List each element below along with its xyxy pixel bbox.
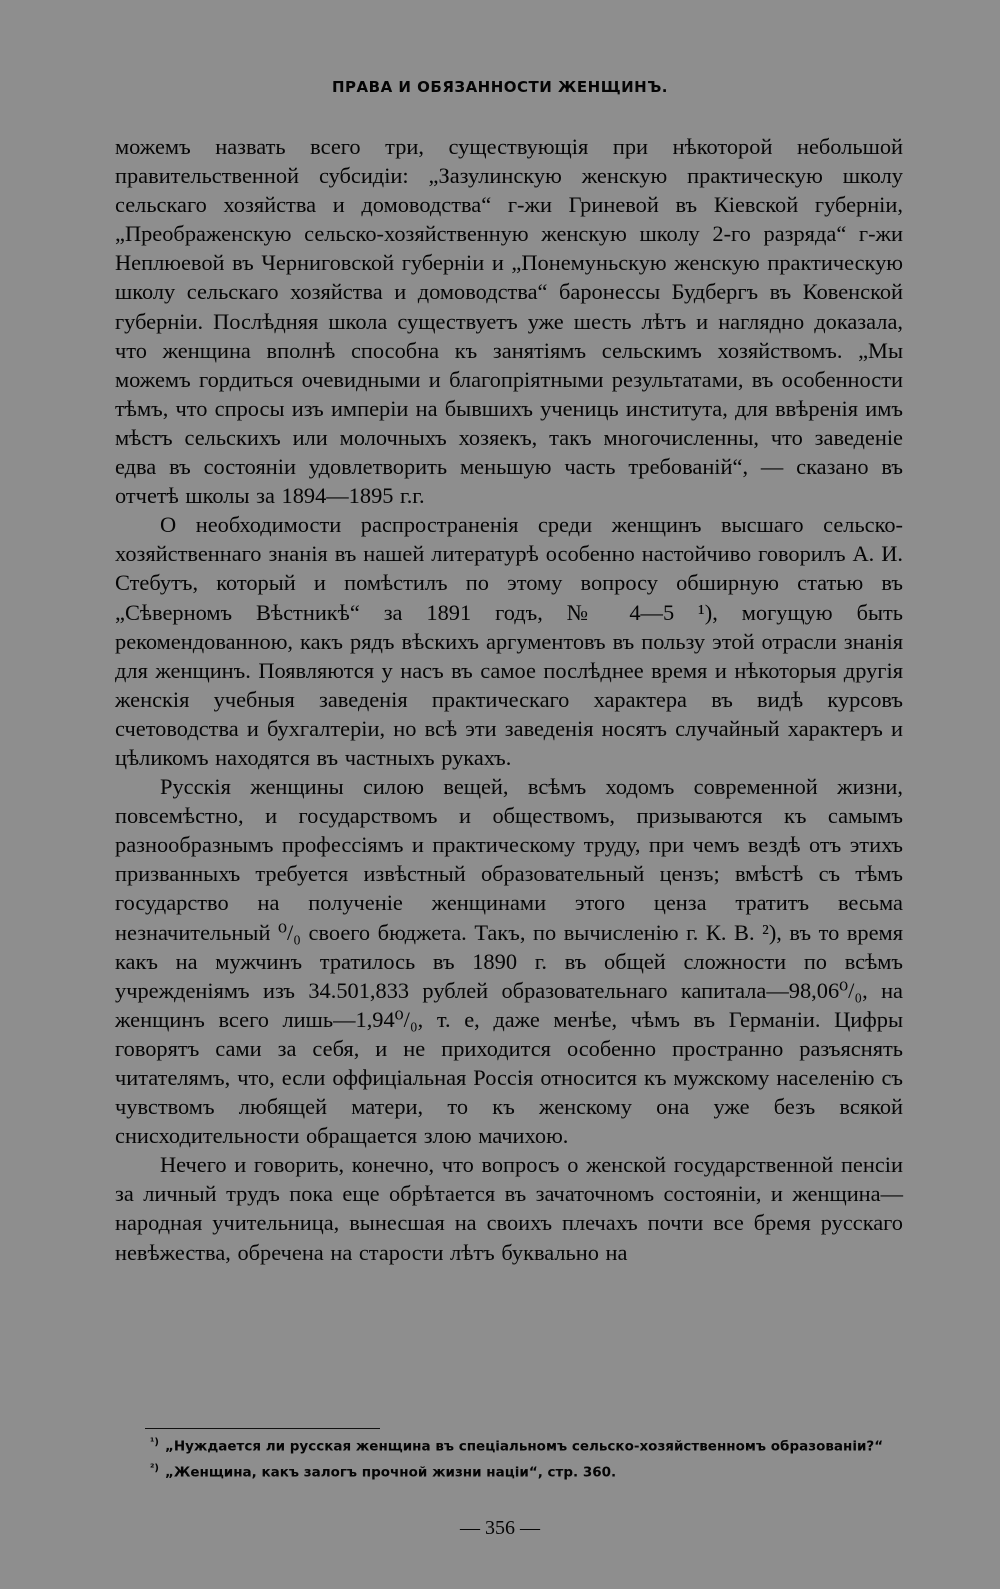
- footnote-2-mark: ²): [150, 1462, 159, 1474]
- paragraph-4: Нечего и говорить, конечно, что вопросъ о женской государственной пенсіи за личный трудъ пока еще обрѣтается въ зачаточномъ состояніи, и женщина—народная учительница, вынесшая на своихъ плечахъ почти все бремя русскаго невѣжества, обречена на старости лѣтъ буквально на: [115, 1152, 903, 1265]
- footnote-1: [150, 1432, 910, 1458]
- running-head: ПРАВА И ОБЯЗАННОСТИ ЖЕНЩИНЪ.: [331, 78, 669, 96]
- footnote-2: [150, 1458, 910, 1484]
- body-text: [115, 132, 903, 1267]
- footnote-2-text: „Женщина, какъ залогъ прочной жизни націи“, стр. 360.: [164, 1464, 617, 1480]
- footnotes: [150, 1432, 910, 1483]
- page-number: — 356 —: [460, 1517, 540, 1539]
- paragraph-3: Русскія женщины силою вещей, всѣмъ ходомъ современной жизни, повсемѣстно, и государствомъ и обществомъ, призываются къ самымъ разнообразнымъ профессіямъ и практическому труду, при чемъ вездѣ отъ этихъ призванныхъ требуется извѣстный образовательный цензъ; вмѣстѣ съ тѣмъ государство на полученіе женщинами этого ценза тратитъ весьма незначительный ⁰/₀ своего бюджета. Такъ, по вычисленію г. К. В. ²), въ то время какъ на мужчинъ тратилось въ 1890 г. въ общей сложности по всѣмъ учрежденіямъ изъ 34.501,833 рублей образовательнаго капитала—98,06⁰/₀, на женщинъ всего лишь—1,94⁰/₀, т. е, даже менѣе, чѣмъ въ Германіи. Цифры говорятъ сами за себя, и не приходится особенно пространно разъяснять читателямъ, что, если оффиціальная Россія относится къ мужскому населенію съ чувствомъ любящей матери, то къ женскому она уже безъ всякой снисходительности обращается злою мачихою.: [115, 774, 903, 1149]
- paragraph-2: О необходимости распространенія среди женщинъ высшаго сельско-хозяйственнаго знанія въ нашей литературѣ особенно настойчиво говорилъ А. И. Стебутъ, который и помѣстилъ по этому вопросу обширную статью въ „Сѣверномъ Вѣстникѣ“ за 1891 годъ, № 4—5 ¹), могущую быть рекомендованною, какъ рядъ вѣскихъ аргументовъ въ пользу этой отрасли знанія для женщинъ. Появляются у насъ въ самое послѣднее время и нѣкоторыя другія женскія учебныя заведенія практическаго характера въ видѣ курсовъ счетоводства и бухгалтеріи, но всѣ эти заведенія носятъ случайный характеръ и цѣликомъ находятся въ частныхъ рукахъ.: [115, 512, 903, 770]
- footnote-rule: [145, 1428, 380, 1429]
- paragraph-1: можемъ назвать всего три, существующія при нѣкоторой небольшой правительственной субсидіи: „Зазулинскую женскую практическую школу сельскаго хозяйства и домоводства“ г-жи Гриневой въ Кіевской губерніи, „Преображенскую сельско-хозяйственную женскую школу 2-го разряда“ г-жи Неплюевой въ Черниговской губерніи и „Понемуньскую женскую практическую школу сельскаго хозяйства и домоводства“ баронессы Будбергъ въ Ковенской губерніи. Послѣдняя школа существуетъ уже шесть лѣтъ и наглядно доказала, что женщина вполнѣ способна къ занятіямъ сельскимъ хозяйствомъ. „Мы можемъ гордиться очевидными и благопріятными результатами, въ особенности тѣмъ, что спросы изъ имперіи на бывшихъ учениць института, для ввѣренія имъ мѣстъ сельскихъ или молочныхъ хозяекъ, такъ многочисленны, что заведеніе едва въ состояніи удовлетворить меньшую часть требованій“, — сказано въ отчетѣ школы за 1894—1895 г.г.: [115, 134, 903, 509]
- footnote-1-text: „Нуждается ли русская женщина въ спеціальномъ сельско-хозяйственномъ образованіи?“: [164, 1438, 884, 1455]
- footnote-1-mark: ¹): [150, 1437, 159, 1448]
